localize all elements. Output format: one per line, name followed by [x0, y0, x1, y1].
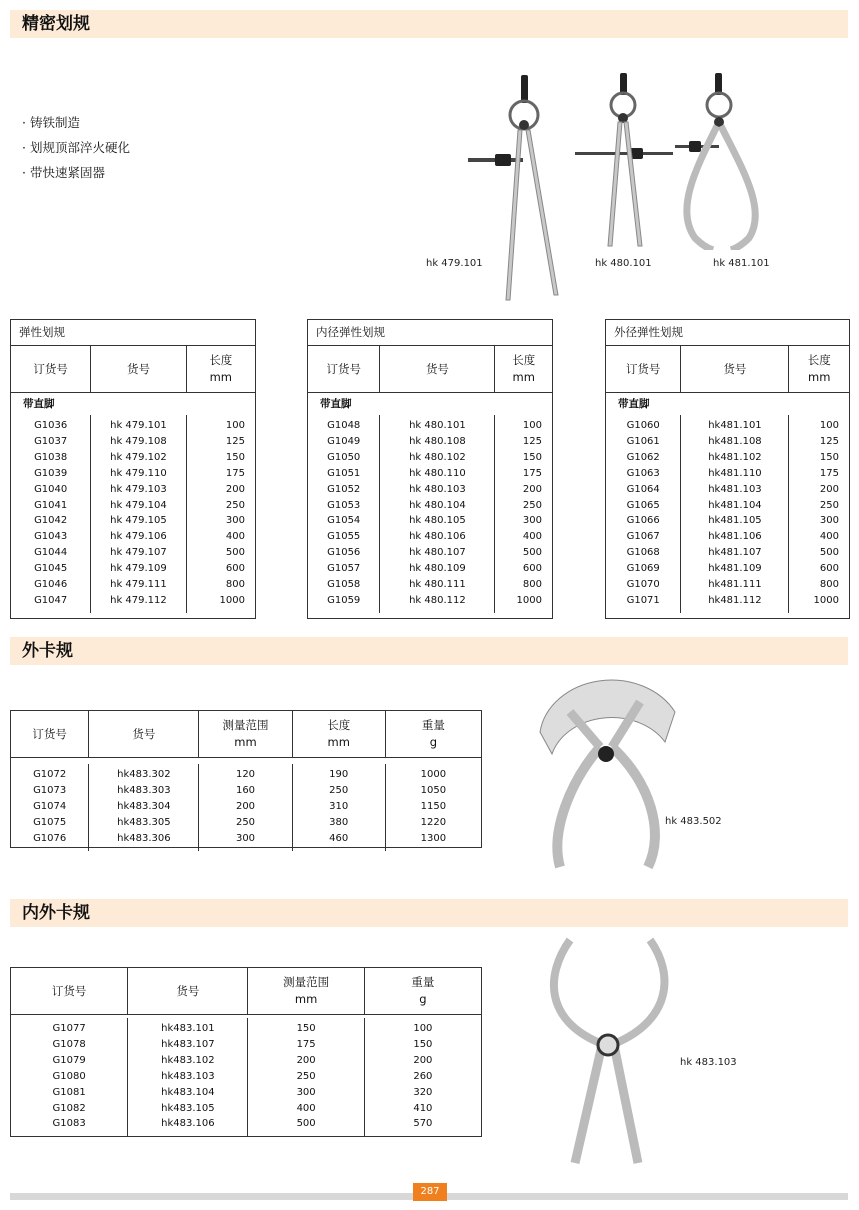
header-item-no: 货号 [681, 346, 789, 392]
inside-outside-caliper-illustration [540, 935, 675, 1165]
item-no-column: hk483.302 hk483.303 hk483.304 hk483.305 hk483.306 [89, 764, 199, 851]
section-title-inside-outside-calipers: 内外卡规 [10, 899, 848, 927]
order-no-column: G1077 G1078 G1079 G1080 G1081 G1082 G1083 [11, 1018, 128, 1136]
header-length: 长度 mm [209, 353, 233, 384]
caption-hk-480-101: hk 480.101 [595, 258, 652, 269]
inside-spring-divider-table [307, 319, 553, 619]
table-header [11, 711, 481, 758]
header-order-no: 订货号 [11, 346, 91, 392]
header-item-no: 货号 [380, 346, 495, 392]
weight-column: 100 150 200 260 320 410 570 [413, 1023, 433, 1130]
header-order-no: 订货号 [11, 711, 89, 757]
length-column: 100 125 150 175 200 250 300 400 500 600 800 1000 [813, 420, 839, 606]
caption-hk-479-101: hk 479.101 [426, 258, 483, 269]
length-column: 100 125 150 175 200 250 300 400 500 600 800 1000 [219, 420, 245, 606]
section-title-precision-dividers: 精密划规 [10, 10, 848, 38]
header-order-no: 订货号 [606, 346, 681, 392]
item-no-column: hk 480.101 hk 480.108 hk 480.102 hk 480.110 hk 480.103 hk 480.104 hk 480.105 hk 480.106 hk 480.107 hk 480.109 hk 480.111 hk 480.112 [380, 415, 495, 613]
caption-hk-483-502: hk 483.502 [665, 816, 722, 827]
table-subheader: 带直脚 [23, 398, 55, 410]
dial-outside-caliper-illustration [530, 672, 685, 872]
section-title-outside-calipers: 外卡规 [10, 637, 848, 665]
table-header [308, 346, 552, 393]
header-item-no: 货号 [128, 968, 248, 1014]
table-body [11, 1015, 481, 1136]
caption-hk-483-103: hk 483.103 [680, 1057, 737, 1068]
table-body [11, 415, 255, 613]
feature-item: · 带快速紧固器 [22, 165, 105, 180]
table-header [606, 346, 849, 393]
feature-item: · 铸铁制造 [22, 115, 80, 130]
inside-outside-caliper-table [10, 967, 482, 1137]
order-no-column: G1036 G1037 G1038 G1039 G1040 G1041 G1042 G1043 G1044 G1045 G1046 G1047 [11, 415, 91, 613]
order-no-column: G1060 G1061 G1062 G1063 G1064 G1065 G1066 G1067 G1068 G1069 G1070 G1071 [606, 415, 681, 613]
header-length: 长度 mm [293, 711, 386, 757]
table-title: 外径弹性划规 [606, 320, 849, 346]
table-subheader: 带直脚 [320, 398, 352, 410]
outside-spring-divider-illustration [675, 70, 780, 250]
header-order-no: 订货号 [308, 346, 380, 392]
header-length: 长度 mm [512, 353, 536, 384]
spring-divider-table [10, 319, 256, 619]
table-body [308, 415, 552, 613]
caption-hk-481-101: hk 481.101 [713, 258, 770, 269]
header-range: 测量范围 mm [248, 968, 364, 1014]
range-column: 150 175 200 250 300 400 500 [248, 1018, 364, 1136]
header-length: 长度 mm [807, 353, 831, 384]
item-no-column: hk 479.101 hk 479.108 hk 479.102 hk 479.110 hk 479.103 hk 479.104 hk 479.105 hk 479.106 hk 479.107 hk 479.109 hk 479.111 hk 479.112 [91, 415, 186, 613]
order-no-column: G1048 G1049 G1050 G1051 G1052 G1053 G1054 G1055 G1056 G1057 G1058 G1059 [308, 415, 380, 613]
order-no-column: G1072 G1073 G1074 G1075 G1076 [11, 764, 89, 851]
feature-item: · 划规顶部淬火硬化 [22, 140, 130, 155]
page-number: 287 [413, 1183, 447, 1201]
length-column: 100 125 150 175 200 250 300 400 500 600 800 1000 [516, 420, 542, 606]
header-item-no: 货号 [91, 346, 186, 392]
range-column: 120 160 200 250 300 [199, 764, 292, 851]
table-header [11, 346, 255, 393]
length-column: 190 250 310 380 460 [293, 764, 386, 851]
header-range: 测量范围 mm [199, 711, 292, 757]
header-item-no: 货号 [89, 711, 199, 757]
item-no-column: hk483.101 hk483.107 hk483.102 hk483.103 hk483.104 hk483.105 hk483.106 [128, 1018, 248, 1136]
table-header [11, 968, 481, 1015]
outside-spring-divider-table [605, 319, 850, 619]
table-subheader: 带直脚 [618, 398, 650, 410]
header-order-no: 订货号 [11, 968, 128, 1014]
table-body [606, 415, 849, 613]
table-body [11, 758, 481, 851]
item-no-column: hk481.101 hk481.108 hk481.102 hk481.110 hk481.103 hk481.104 hk481.105 hk481.106 hk481.107 hk481.109 hk481.111 hk481.112 [681, 415, 789, 613]
header-weight: 重量 g [411, 975, 435, 1006]
table-title: 弹性划规 [11, 320, 255, 346]
table-title: 内径弹性划规 [308, 320, 552, 346]
inside-spring-divider-illustration [570, 70, 675, 250]
header-weight: 重量 g [421, 718, 445, 749]
outside-caliper-table [10, 710, 482, 848]
feature-list [22, 110, 130, 185]
weight-column: 1000 1050 1150 1220 1300 [420, 769, 447, 844]
